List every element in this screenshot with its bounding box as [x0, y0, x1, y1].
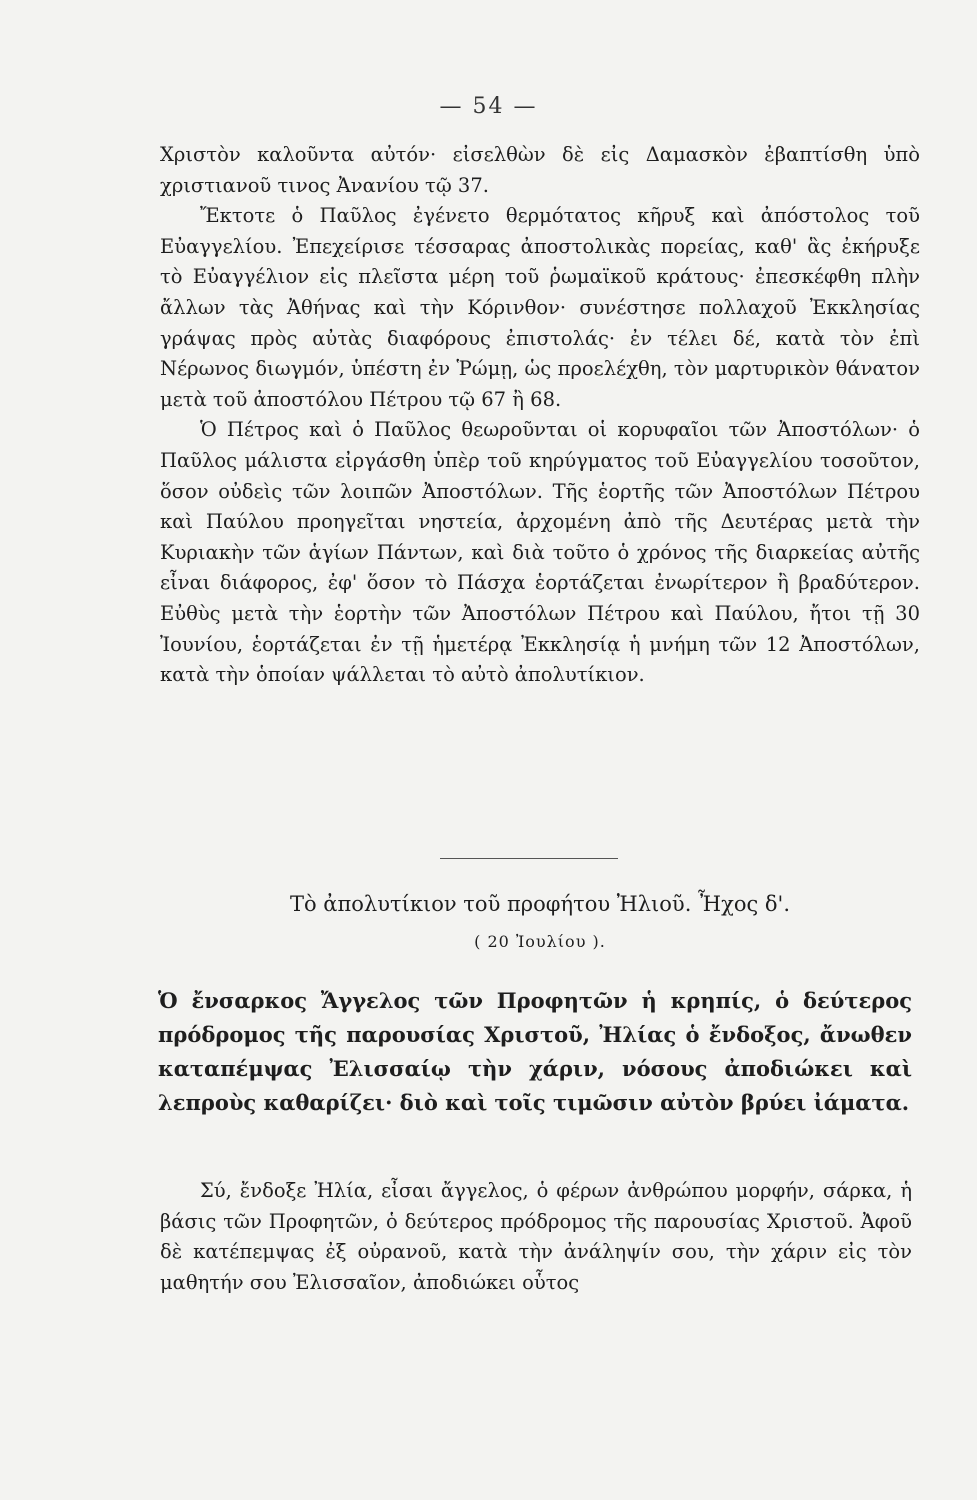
- paragraph: Ὁ Πέτρος καὶ ὁ Παῦλος θεωροῦνται οἱ κορυφαῖοι τῶν Ἀποστόλων· ὁ Παῦλος μάλιστα εἰργάσθη ὑπὲρ τοῦ κηρύγματος τοῦ Εὐαγγελίου τοσοῦτον, ὅσον οὐδεὶς τῶν λοιπῶν Ἀποστόλων. Τῆς ἑορτῆς τῶν Ἀποστόλων Πέτρου καὶ Παύλου προηγεῖται νηστεία, ἀρχομένη ἀπὸ τῆς Δευτέρας μετὰ τὴν Κυριακὴν τῶν ἁγίων Πάντων, καὶ διὰ τοῦτο ὁ χρόνος τῆς διαρκείας αὐτῆς εἶναι διάφορος, ἐφ' ὅσον τὸ Πάσχα ἑορτάζεται ἐνωρίτερον ἢ βραδύτερον. Εὐθὺς μετὰ τὴν ἑορτὴν τῶν Ἀποστόλων Πέτρου καὶ Παύλου, ἤτοι τῇ 30 Ἰουνίου, ἑορτάζεται ἐν τῇ ἡμετέρᾳ Ἐκκλησίᾳ ἡ μνήμη τῶν 12 Ἀποστόλων, κατὰ τὴν ὁποίαν ψάλλεται τὸ αὐτὸ ἀπολυτίκιον.: [160, 418, 920, 687]
- page-number: — 54 —: [439, 94, 538, 119]
- hymn-date: ( 20 Ἰουλίου ).: [474, 932, 606, 951]
- paragraph: Ἔκτοτε ὁ Παῦλος ἐγένετο θερμότατος κῆρυξ καὶ ἀπόστολος τοῦ Εὐαγγελίου. Ἐπεχείρισε τέσσαρας ἀποστολικὰς πορείας, καθ' ἃς ἐκήρυξε τὸ Εὐαγγέλιον εἰς πλεῖστα μέρη τοῦ ῥωμαϊκοῦ κράτους· ἐπεσκέφθη πλὴν ἄλλων τὰς Ἀθήνας καὶ τὴν Κόρινθον· συνέστησε πολλαχοῦ Ἐκκλησίας γράψας πρὸς αὐτὰς διαφόρους ἐπιστολάς· ἐν τέλει δέ, κατὰ τὸν ἐπὶ Νέρωνος διωγμόν, ὑπέστη ἐν Ῥώμῃ, ὡς προελέχθη, τὸν μαρτυρικὸν θάνατον μετὰ τοῦ ἀποστόλου Πέτρου τῷ 67 ἢ 68.: [160, 204, 920, 411]
- main-text-block: [160, 140, 920, 691]
- section-divider: [440, 858, 618, 859]
- prose-paragraph: Σύ, ἔνδοξε Ἠλία, εἶσαι ἄγγελος, ὁ φέρων ἀνθρώπου μορφήν, σάρκα, ἡ βάσις τῶν Προφητῶν, ὁ δεύτερος πρόδρομος τῆς παρουσίας Χριστοῦ. Ἀφοῦ δὲ κατέπεμψας ἐξ οὐρανοῦ, κατὰ τὴν ἀνάληψίν σου, τὴν χάριν εἰς τὸν μαθητήν σου Ἐλισσαῖον, ἀποδιώκει οὗτος: [160, 1179, 912, 1294]
- prose-text-block: [160, 1176, 912, 1298]
- hymn-title: Τὸ ἀπολυτίκιον τοῦ προφήτου Ἠλιοῦ. Ἦχος δ'.: [289, 892, 790, 916]
- paragraph: Χριστὸν καλοῦντα αὐτόν· εἰσελθὼν δὲ εἰς Δαμασκὸν ἐβαπτίσθη ὑπὸ χριστιανοῦ τινος Ἀνανίου τῷ 37.: [160, 143, 920, 197]
- hymn-text-block: [158, 984, 912, 1120]
- hymn-text: Ὁ ἔνσαρκος Ἄγγελος τῶν Προφητῶν ἡ κρηπίς, ὁ δεύτερος πρόδρομος τῆς παρουσίας Χριστοῦ, Ἠλίας ὁ ἔνδοξος, ἄνωθεν καταπέμψας Ἐλισσαίῳ τὴν χάριν, νόσους ἀποδιώκει καὶ λεπροὺς καθαρίζει· διὸ καὶ τοῖς τιμῶσιν αὐτὸν βρύει ἰάματα.: [158, 988, 912, 1115]
